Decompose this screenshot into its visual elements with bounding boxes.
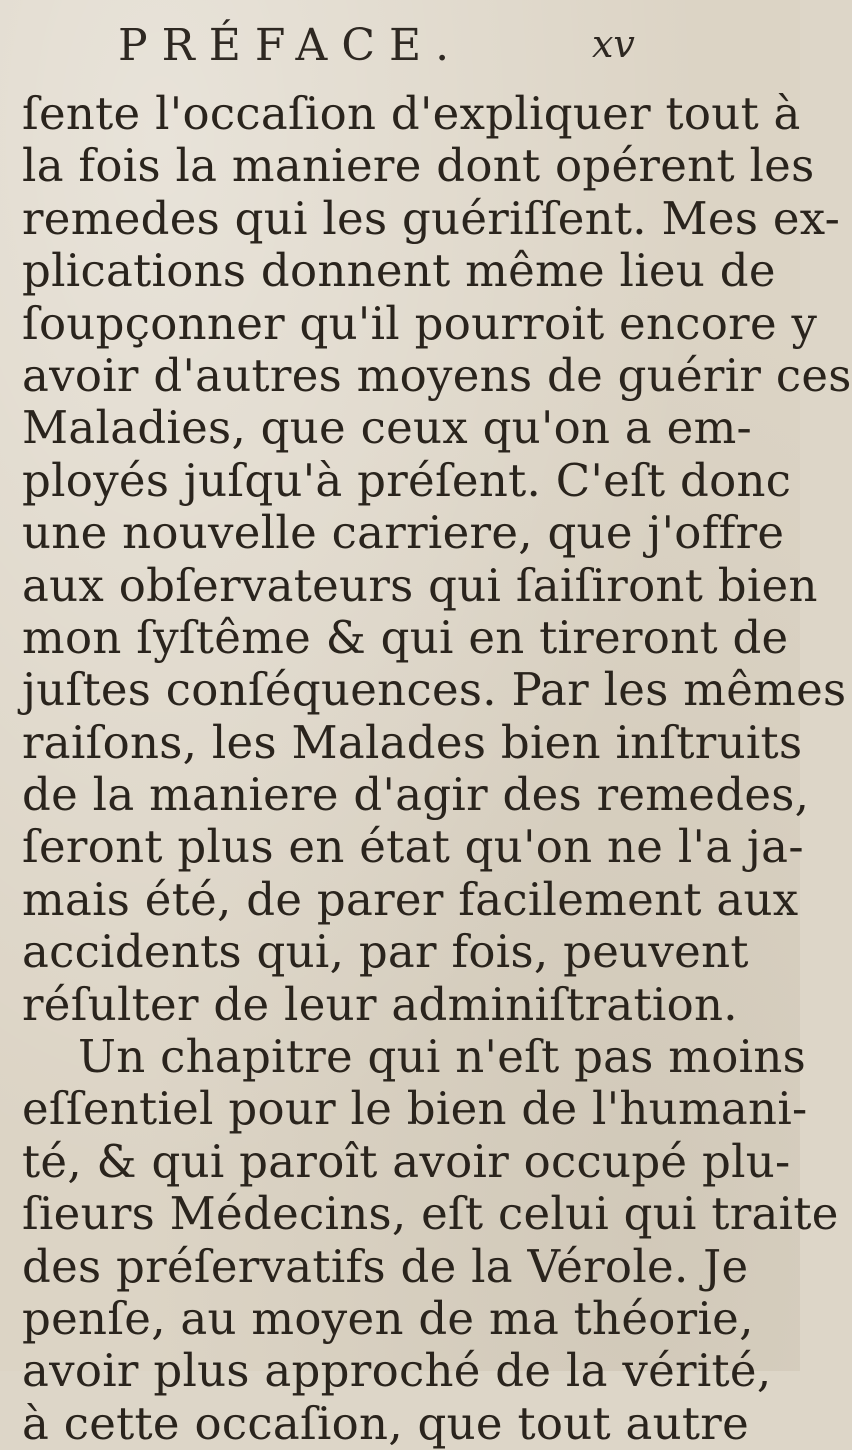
text-line: eſſentiel pour le bien de l'humani- (22, 1082, 808, 1136)
text-line: une nouvelle carriere, que j'offre (22, 506, 785, 560)
text-line: des préſervatifs de la Vérole. Je (22, 1239, 749, 1293)
text-line: ſeront plus en état qu'on ne l'a ja- (22, 820, 804, 874)
text-line: de la maniere d'agir des remedes, (22, 768, 810, 822)
text-line: mais été, de parer facilement aux (22, 872, 799, 926)
text-line: Maladies, que ceux qu'on a em- (22, 401, 753, 455)
text-line: à cette occaſion, que tout autre (22, 1396, 750, 1450)
text-line: juſtes conſéquences. Par les mêmes (22, 663, 847, 717)
body-text (22, 87, 852, 1450)
text-line: avoir plus approché de la vérité, (22, 1344, 772, 1398)
text-line: la fois la maniere dont opérent les (22, 139, 815, 193)
text-line: ployés juſqu'à préſent. C'eſt donc (22, 453, 792, 507)
text-line: penſe, au moyen de ma théorie, (22, 1291, 754, 1345)
text-line: mon ſyſtême & qui en tireront de (22, 610, 789, 664)
text-line: avoir d'autres moyens de guérir ces (22, 348, 852, 402)
paragraph-start-line: Un chapitre qui n'eſt pas moins (78, 1030, 807, 1084)
text-line: ſente l'occaſion d'expliquer tout à (22, 87, 801, 140)
text-line: ſieurs Médecins, eſt celui qui traite (22, 1187, 839, 1241)
page-number: xv (592, 22, 635, 66)
text-line: plications donnent même lieu de (22, 244, 776, 298)
text-line: té, & qui paroît avoir occupé plu- (22, 1134, 791, 1188)
text-line: ſoupçonner qu'il pourroit encore y (22, 296, 818, 350)
text-line: accidents qui, par fois, peuvent (22, 925, 749, 979)
text-line: réſulter de leur adminiſtration. (22, 977, 738, 1031)
text-line: aux obſervateurs qui ſaiſiront bien (22, 558, 818, 612)
text-line: remedes qui les guériſſent. Mes ex- (22, 191, 841, 245)
running-title: PRÉFACE. (118, 20, 464, 71)
text-line: raiſons, les Malades bien inſtruits (22, 715, 803, 769)
page-header (0, 8, 800, 88)
